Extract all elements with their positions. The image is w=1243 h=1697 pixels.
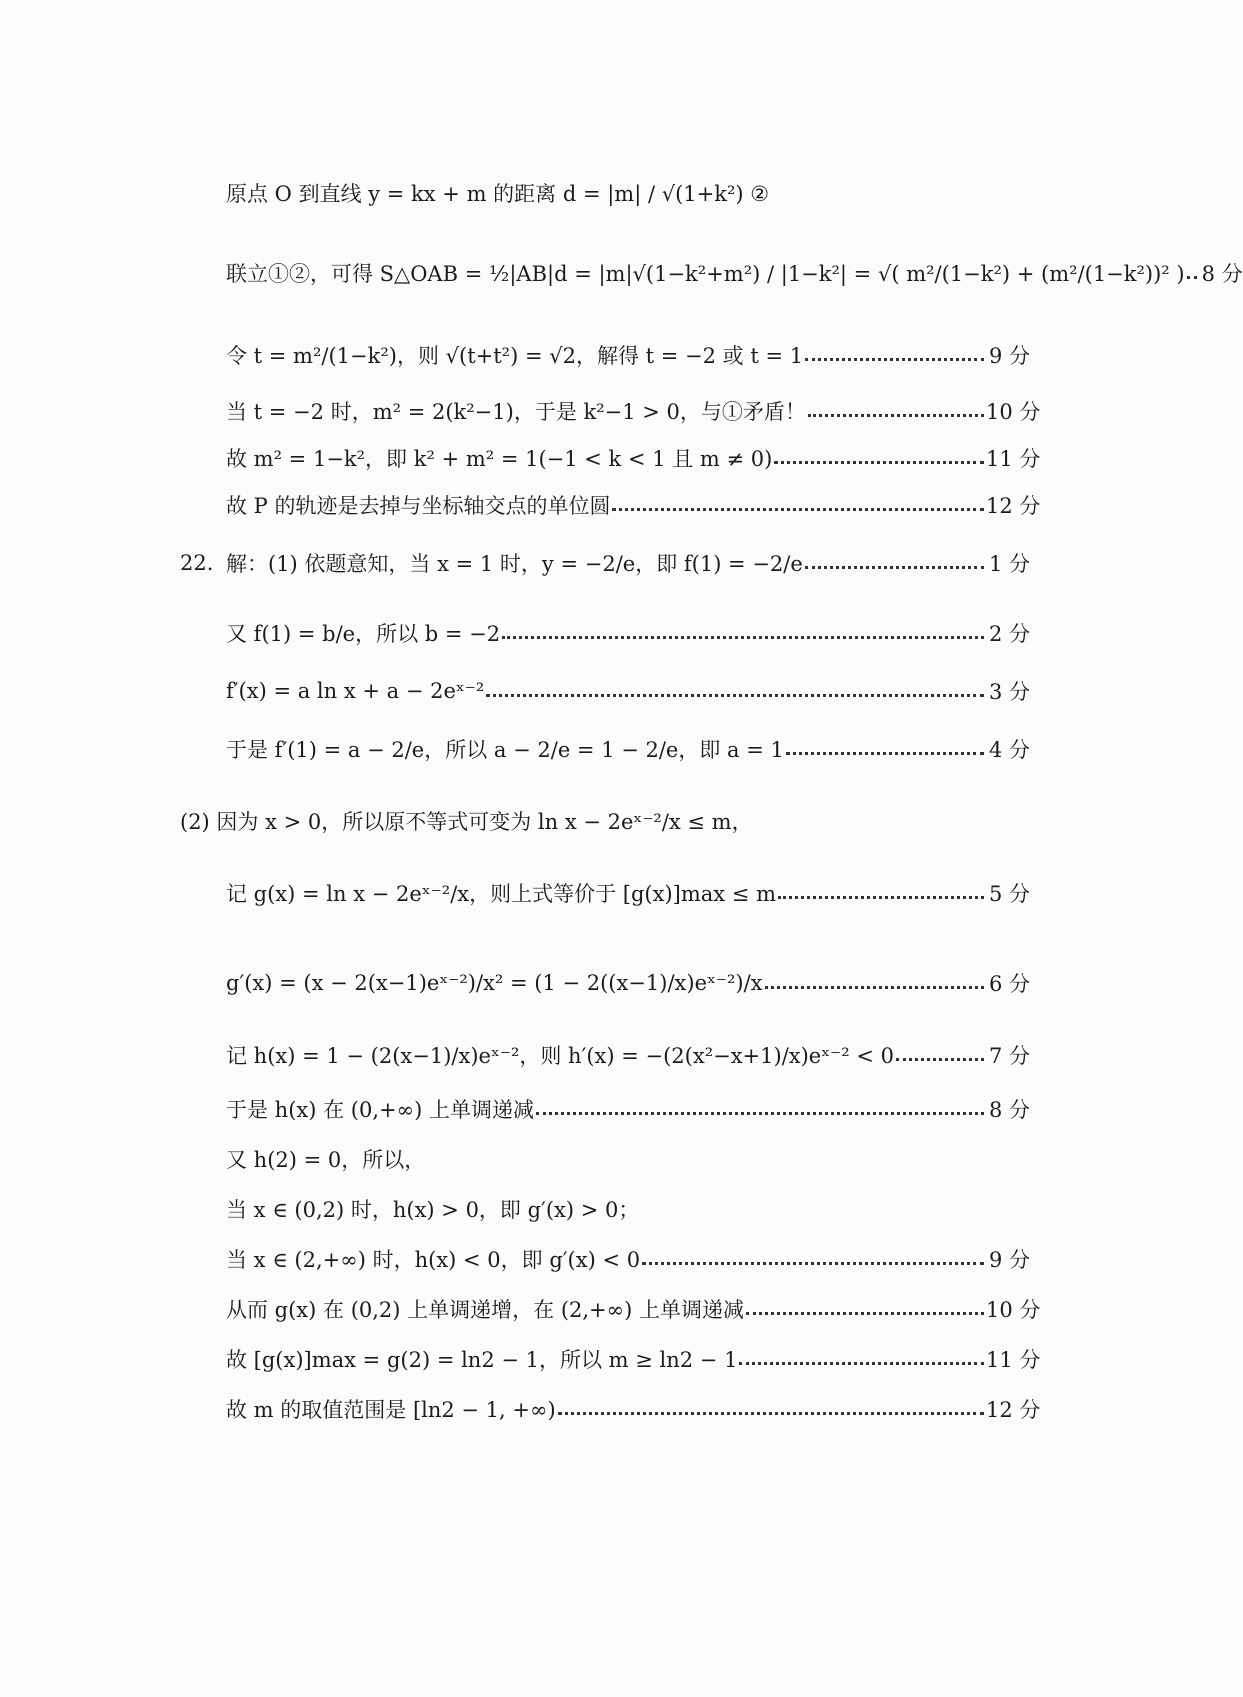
solution-line [226, 1344, 1041, 1374]
solution-line [226, 968, 1030, 998]
problem-number: 22. [180, 551, 214, 575]
line-expression: f′(x) = a ln x + a − 2eˣ⁻² [226, 679, 485, 703]
solution-line [226, 734, 1030, 764]
leader-dots [786, 752, 984, 755]
line-expression: 联立①②，可得 S△OAB = ½|AB|d = |m|√(1−k²+m²) / |1−k²| = √( m²/(1−k²) + (m²/(1−k²))² ) [226, 262, 1185, 286]
line-expression: 故 [g(x)]max = g(2) = ln2 − 1，所以 m ≥ ln2 − 1 [226, 1348, 738, 1372]
line-expression: 故 P 的轨迹是去掉与坐标轴交点的单位圆 [226, 494, 611, 518]
solution-line [226, 258, 1243, 288]
leader-dots [642, 1262, 984, 1265]
line-expression: 记 g(x) = ln x − 2eˣ⁻²/x，则上式等价于 [g(x)]max ≤ m [226, 882, 776, 906]
line-expression: 当 x ∈ (0,2) 时，h(x) > 0，即 g′(x) > 0； [226, 1198, 640, 1222]
part-2-line [180, 806, 1030, 836]
score-label: 5 分 [988, 882, 1030, 906]
solution-line [226, 676, 1030, 706]
score-label: 1 分 [988, 552, 1030, 576]
score-label: 7 分 [988, 1044, 1030, 1068]
solution-line [226, 1094, 1030, 1124]
solution-line [226, 396, 1041, 426]
line-expression: g′(x) = (x − 2(x−1)eˣ⁻²)/x² = (1 − 2((x−1)/x)eˣ⁻²)/x [226, 971, 763, 995]
line-expression: 原点 O 到直线 y = kx + m 的距离 d = |m| / √(1+k²) ② [226, 182, 770, 206]
leader-dots [778, 896, 984, 899]
solution-line [226, 1244, 1030, 1274]
solution-line [226, 1294, 1041, 1324]
solution-line [226, 1144, 1030, 1174]
line-expression: 故 m 的取值范围是 [ln2 − 1, +∞) [226, 1398, 556, 1422]
leader-dots [558, 1412, 984, 1415]
leader-dots [739, 1362, 984, 1365]
score-label: 9 分 [988, 1248, 1030, 1272]
leader-dots [536, 1112, 984, 1115]
line-expression: 故 m² = 1−k²，即 k² + m² = 1(−1 < k < 1 且 m ≠ 0) [226, 447, 773, 471]
line-expression: 解：(1) 依题意知，当 x = 1 时，y = −2/e，即 f(1) = −2/e [226, 552, 803, 576]
score-label: 3 分 [988, 680, 1030, 704]
leader-dots [805, 566, 984, 569]
solution-line [226, 178, 1030, 208]
score-label: 12 分 [986, 1398, 1041, 1422]
line-expression: 又 f(1) = b/e，所以 b = −2 [226, 622, 501, 646]
leader-dots [774, 461, 984, 464]
score-label: 2 分 [988, 622, 1030, 646]
solution-line [226, 1040, 1030, 1070]
score-label: 9 分 [988, 344, 1030, 368]
leader-dots [896, 1058, 984, 1061]
line-expression: 于是 h(x) 在 (0,+∞) 上单调递减 [226, 1098, 534, 1122]
solution-line [226, 443, 1041, 473]
leader-dots [612, 508, 984, 511]
leader-dots [746, 1312, 984, 1315]
line-expression: 于是 f′(1) = a − 2/e，所以 a − 2/e = 1 − 2/e，即 a = 1 [226, 738, 784, 762]
score-label: 6 分 [988, 972, 1030, 996]
leader-dots [486, 694, 984, 697]
line-expression: 当 x ∈ (2,+∞) 时，h(x) < 0，即 g′(x) < 0 [226, 1248, 641, 1272]
line-expression: 记 h(x) = 1 − (2(x−1)/x)eˣ⁻²，则 h′(x) = −(2(x²−x+1)/x)eˣ⁻² < 0 [226, 1044, 894, 1068]
line-expression: 令 t = m²/(1−k²)，则 √(t+t²) = √2，解得 t = −2 或 t = 1 [226, 344, 804, 368]
leader-dots [1187, 276, 1197, 279]
leader-dots [765, 986, 984, 989]
solution-line [226, 340, 1030, 370]
problem-22-line [180, 548, 1030, 578]
score-label: 10 分 [986, 1298, 1041, 1322]
solution-line [226, 618, 1030, 648]
score-label: 4 分 [988, 738, 1030, 762]
leader-dots [805, 358, 984, 361]
line-expression: 当 t = −2 时，m² = 2(k²−1)，于是 k²−1 > 0，与①矛盾！ [226, 400, 806, 424]
solution-line [226, 490, 1041, 520]
score-label: 11 分 [986, 1348, 1041, 1372]
line-expression: 又 h(2) = 0，所以， [226, 1148, 426, 1172]
leader-dots [502, 636, 984, 639]
line-expression: 从而 g(x) 在 (0,2) 上单调递增，在 (2,+∞) 上单调递减 [226, 1298, 745, 1322]
solution-line [226, 878, 1030, 908]
score-label: 10 分 [986, 400, 1041, 424]
line-expression: (2) 因为 x > 0，所以原不等式可变为 ln x − 2eˣ⁻²/x ≤ m， [180, 810, 753, 834]
solution-line [226, 1394, 1041, 1424]
leader-dots [808, 414, 984, 417]
score-label: 11 分 [986, 447, 1041, 471]
score-label: 12 分 [986, 494, 1041, 518]
solution-line [226, 1194, 1030, 1224]
score-label: 8 分 [1201, 262, 1243, 286]
score-label: 8 分 [988, 1098, 1030, 1122]
